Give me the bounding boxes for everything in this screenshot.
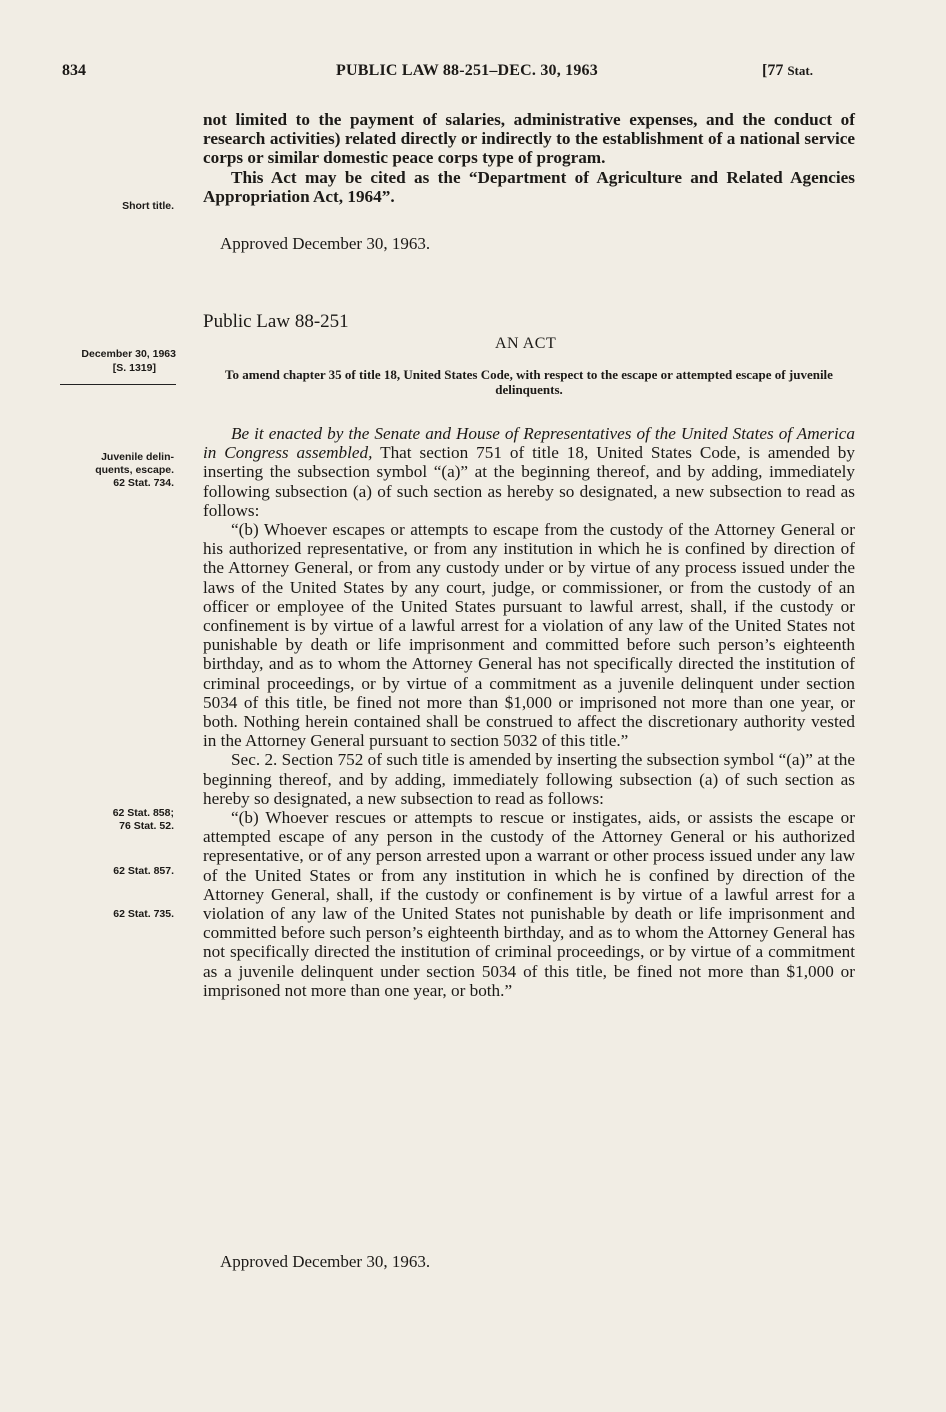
- enacting-clause: Be it enacted by the Senate and House of Representatives of the United States of America in Congress assembled,: [203, 424, 855, 463]
- margin-note-62-stat-857: 62 Stat. 857.: [113, 865, 174, 877]
- volume-bracket: [77: [762, 62, 788, 79]
- prior-law-approved: Approved December 30, 1963.: [220, 234, 431, 253]
- section-1-subsection-b: “(b) Whoever escapes or attempts to escape from the custody of the Attorney General or his authorized representative, or from any institution in which he is confined by direction of the Attorney General, or from any custody under or by virtue of any process issued under the laws of the United States by any court, judge, or commissioner, or from the custody of an officer or employee of the United States pursuant to lawful arrest, shall, if the custody or confinement is by virtue of a lawful arrest for a violation of any law of the United States not punishable by death or life imprisonment and committed before such person’s eighteenth birthday, and as to whom the Attorney General has not specifically directed the institution of criminal proceedings, or by virtue of a commitment as a juvenile delinquent under section 5034 of this title, be fined not more than $1,000 or imprisoned not more than one year, or both. Nothing herein contained shall be construed to affect the discretionary authority vested in the Attorney General pursuant to section 5032 of this title.”: [203, 520, 855, 751]
- margin-note-date: December 30, 1963: [81, 348, 176, 360]
- margin-note-juvenile: Juvenile delin- quents, escape. 62 Stat. 734.: [95, 451, 174, 489]
- margin-note-62-stat-735: 62 Stat. 735.: [113, 908, 174, 920]
- volume-reference: [762, 62, 813, 80]
- prior-law-continuation: not limited to the payment of salaries, administrative expenses, and the conduct of research activities) related directly or indirectly to the establishment of a national service corps or similar domestic peace corps type of program.: [203, 110, 855, 168]
- margin-note-short-title: Short title.: [122, 200, 174, 212]
- law-body: [203, 424, 855, 1000]
- section-1-intro: [203, 424, 855, 520]
- section-2-label: Sec. 2.: [231, 750, 278, 770]
- page-number: 834: [62, 62, 86, 79]
- short-title-text: This Act may be cited as the “Department of Agriculture and Related Agencies Appropriation Act, 1964”.: [203, 167, 855, 206]
- margin-note-bill-number: [S. 1319]: [112, 362, 156, 374]
- act-description: To amend chapter 35 of title 18, United States Code, with respect to the escape or attempted escape of juvenile delinquents.: [225, 367, 833, 397]
- running-head: PUBLIC LAW 88-251–DEC. 30, 1963: [336, 62, 598, 79]
- prior-law-block: [203, 110, 855, 206]
- margin-note-62-stat-858: 62 Stat. 858; 76 Stat. 52.: [112, 807, 174, 832]
- law-approved: Approved December 30, 1963.: [220, 1252, 431, 1271]
- public-law-title: Public Law 88-251: [203, 311, 349, 332]
- section-2-intro: [203, 750, 855, 808]
- section-2-intro-text: Section 752 of such title is amended by inserting the subsection symbol “(a)” at the beginning thereof, and by adding, immediately following subsection (a) of such section as hereby so designated, a new subsection to read as follows:: [203, 750, 855, 808]
- section-1-intro-text: That section 751 of title 18, United States Code, is amended by inserting the subsection symbol “(a)” at the beginning thereof, and by adding, immediately following subsection (a) of such section as hereby so designated, a new subsection to read as follows:: [203, 443, 855, 520]
- margin-divider: [60, 384, 176, 385]
- act-label: AN ACT: [495, 335, 557, 352]
- volume-abbrev: Stat.: [787, 63, 813, 78]
- section-2-subsection-b: “(b) Whoever rescues or attempts to rescue or instigates, aids, or assists the escape or attempted escape of any person in the custody of the Attorney General or his authorized representative, or of any person arrested upon a warrant or other process issued under any law of the United States or from any institution in which he is confined by direction of the Attorney General, shall, if the custody or confinement is by virtue of a lawful arrest for a violation of any law of the United States not punishable by death or life imprisonment and committed before such person’s eighteenth birthday, and as to whom the Attorney General has not specifically directed the institution of criminal proceedings, or by virtue of a commitment as a juvenile delinquent under section 5034 of this title, be fined not more than $1,000 or imprisoned not more than one year, or both.”: [203, 808, 855, 1000]
